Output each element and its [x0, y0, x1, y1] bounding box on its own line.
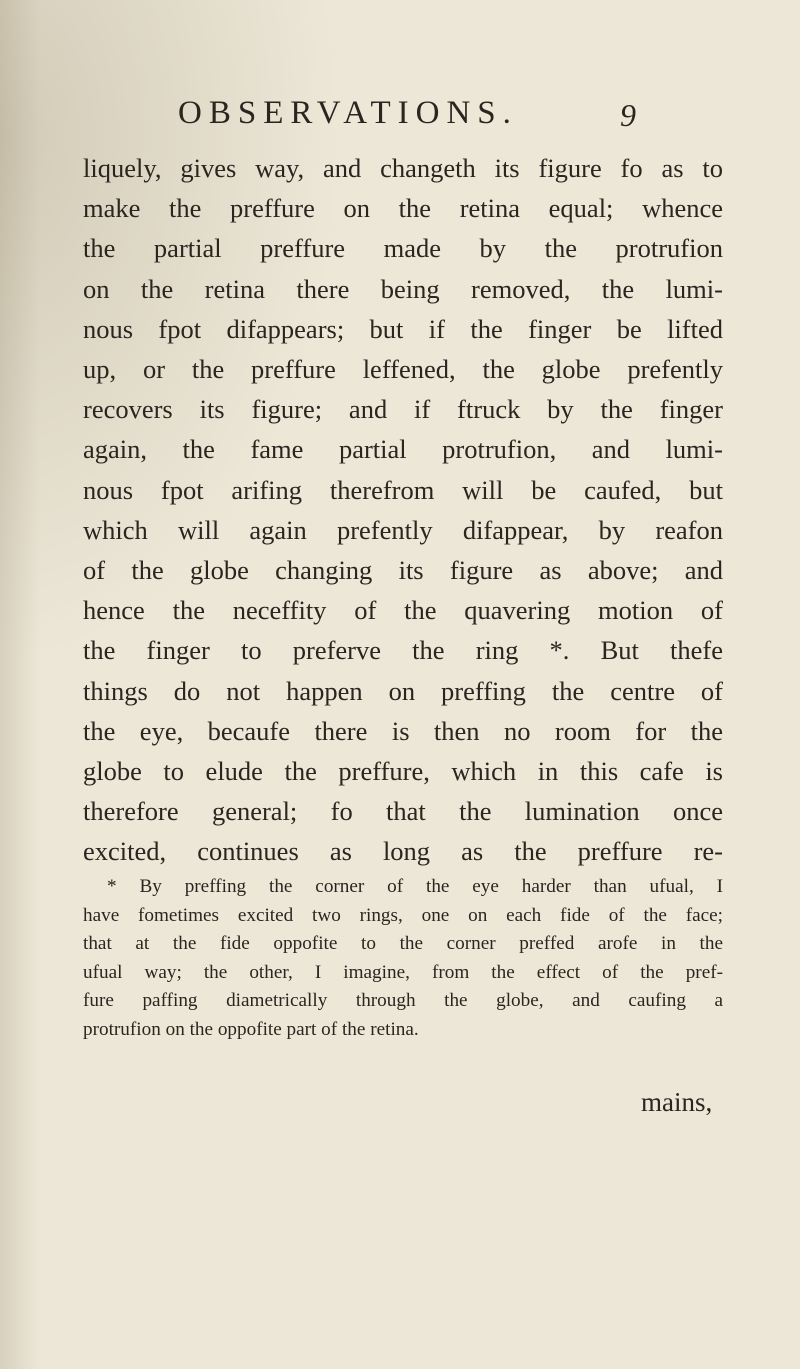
text-line: the eye, becaufe there is then no room for the — [83, 715, 723, 746]
text-line: the partial preffure made by the protrufion — [83, 233, 723, 264]
footnote-line: protrufion on the oppofite part of the retina. — [83, 1018, 419, 1040]
text-line: of the globe changing its figure as above; and — [83, 555, 723, 586]
text-line: therefore general; fo that the lumination once — [83, 796, 723, 827]
catchword: mains, — [641, 1087, 713, 1117]
text-line: liquely, gives way, and changeth its figure fo as to — [83, 153, 723, 183]
text-line: on the retina there being removed, the lumi- — [83, 273, 723, 304]
text-line: nous fpot difappears; but if the finger be lifted — [83, 313, 723, 344]
body-text — [83, 148, 723, 872]
footnote-line: * By preffing the corner of the eye harder than ufual, I — [107, 876, 723, 897]
footnote-line: have fometimes excited two rings, one on each fide of the face; — [83, 904, 723, 926]
text-line: nous fpot arifing therefrom will be caufed, but — [83, 474, 723, 505]
footnote-line: that at the fide oppofite to the corner preffed arofe in the — [83, 933, 723, 954]
text-line: globe to elude the preffure, which in this cafe is — [83, 756, 723, 787]
text-line: things do not happen on preffing the centre of — [83, 675, 723, 706]
text-line: again, the fame partial protrufion, and lumi- — [83, 434, 723, 465]
footnote-line: ufual way; the other, I imagine, from the effect of the pref- — [83, 961, 723, 983]
running-head: OBSERVATIONS. — [178, 95, 518, 131]
text-line: hence the neceffity of the quavering motion of — [83, 595, 723, 626]
footnote-line: fure paffing diametrically through the globe, and caufing a — [83, 990, 723, 1011]
footnote — [83, 873, 723, 1044]
text-line: excited, continues as long as the preffure re- — [83, 836, 723, 867]
text-line: the finger to preferve the ring *. But thefe — [83, 635, 723, 666]
text-line: which will again prefently difappear, by reafon — [83, 514, 723, 545]
text-line: recovers its figure; and if ftruck by the finger — [83, 394, 723, 425]
text-line: make the preffure on the retina equal; whence — [83, 193, 723, 224]
page-number: 9 — [620, 97, 636, 133]
page-header — [0, 88, 800, 138]
text-line: up, or the preffure leffened, the globe prefently — [83, 354, 723, 385]
